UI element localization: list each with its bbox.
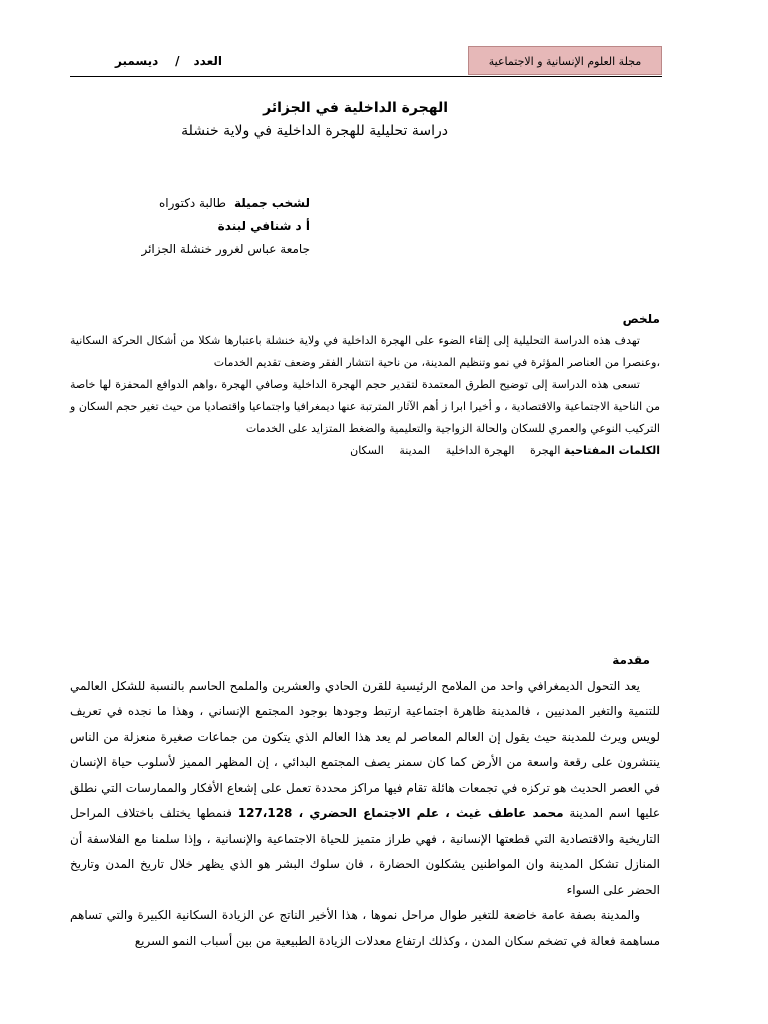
author-line-1: [141, 192, 310, 215]
page-header: [70, 46, 662, 77]
journal-name: مجلة العلوم الإنسانية و الاجتماعية: [488, 55, 642, 68]
keyword: السكان: [350, 444, 384, 457]
citation: محمد عاطف غيث ، علم الاجتماع الحضري ، 127،128: [237, 806, 564, 820]
title-block: [181, 98, 448, 144]
introduction-section: [70, 648, 660, 954]
abstract-section: [70, 308, 660, 462]
intro-text: يعد التحول الديمغرافي واحد من الملامح الرئيسية للقرن الحادي والعشرين والملمح الحاسم بالنسبة للشكل العالمي للتنمية والتغير المدنيين ، فالمدينة ظاهرة اجتماعية ارتبط وجودها بوجود المجتمع الإنساني ، وهذا ما نجده في تعريف لويس ويرث للمدينة حيث يقول إن العالم المعاصر لم يعد هذا العالم الذي يتكون من جماعات صغيرة منعزلة من الناس ينتشرون على رقعة واسعة من الأرض كما كان سمنر يصف المجتمع البدائي ، إن المظهر المميز لأسلوب حياة الإنسان في العصر الحديث هو تركزه في تجمعات هائلة تقام فيها مراكز محددة تعمل على إشعاع الأفكار والممارسات التي نطلق عليها اسم المدينة: [70, 678, 660, 820]
author1-name: لشخب جميلة: [233, 196, 310, 210]
introduction-paragraph-2: والمدينة بصفة عامة خاضعة للتغير طوال مراحل نموها ، هذا الأخير الناتج عن الزيادة السكانية الكبيرة والتي تساهم مساهمة فعالة في تضخم سكان المدن ، وكذلك ارتفاع معدلات الزيادة الطبيعية من بين أسباب النمو السريع: [70, 908, 660, 948]
abstract-paragraph-1: تهدف هذه الدراسة التحليلية إلى إلقاء الضوء على الهجرة الداخلية في ولاية خنشلة باعتبارها شكلا من أشكال الحركة السكانية ،وعنصرا من العناصر المؤثرة في نمو وتنظيم المدينة، من ناحية انتشار الفقر وضعف تقديم الخدمات: [70, 334, 660, 369]
author-block: [141, 192, 310, 261]
keyword: الهجرة: [530, 444, 561, 457]
keyword: المدينة: [399, 444, 431, 457]
abstract-paragraph-2: تسعى هذه الدراسة إلى توضيح الطرق المعتمدة لتقدير حجم الهجرة الداخلية وصافي الهجرة ،واهم الدوافع المحفزة لها خاصة من الناحية الاجتماعية والاقتصادية ، و أخيرا ابرا ز أهم الآثار المترتبة عنها ديمغرافيا واجتماعيا واقتصاديا من حيث تغير حجم السكان و التركيب النوعي والعمري للسكان والحالة الزواجية والتعليمية والضغط المتزايد على الخدمات: [70, 378, 660, 435]
introduction-paragraph-1: [70, 674, 660, 904]
keyword: الهجرة الداخلية: [445, 444, 515, 457]
journal-name-box: [468, 46, 662, 75]
issue-month: ديسمبر: [115, 54, 159, 68]
keywords-label: الكلمات المفتاحية: [563, 444, 660, 457]
abstract-heading: ملخص: [622, 312, 660, 326]
issue-separator: /: [175, 54, 180, 68]
keywords-line: [70, 440, 660, 462]
issue-label: العدد: [193, 54, 222, 68]
paper-subtitle: دراسة تحليلية للهجرة الداخلية في ولاية خنشلة: [181, 123, 448, 139]
intro-text: فنمطها يختلف باختلاف المراحل التاريخية والاقتصادية التي قطعتها الإنسانية ، فهي طراز متميز للحياة الاجتماعية والإنسانية ، وإذا سلمنا مع الفلاسفة أن المنازل تشكل المدينة وان المواطنين يشكلون الحضارة ، فان سلوك البشر هو الذي يظهر خلال تاريخ المدن وتاريخ الحضر على السواء: [70, 806, 660, 897]
issue-line: [161, 54, 222, 68]
author2-name: أ د شنافي لبندة: [217, 219, 310, 233]
author-affiliation: جامعة عباس لغرور خنشلة الجزائر: [141, 242, 310, 256]
introduction-heading: مقدمة: [612, 653, 650, 667]
paper-title: الهجرة الداخلية في الجزائر: [263, 100, 448, 116]
author1-role: طالبة دكتوراه: [158, 196, 226, 210]
